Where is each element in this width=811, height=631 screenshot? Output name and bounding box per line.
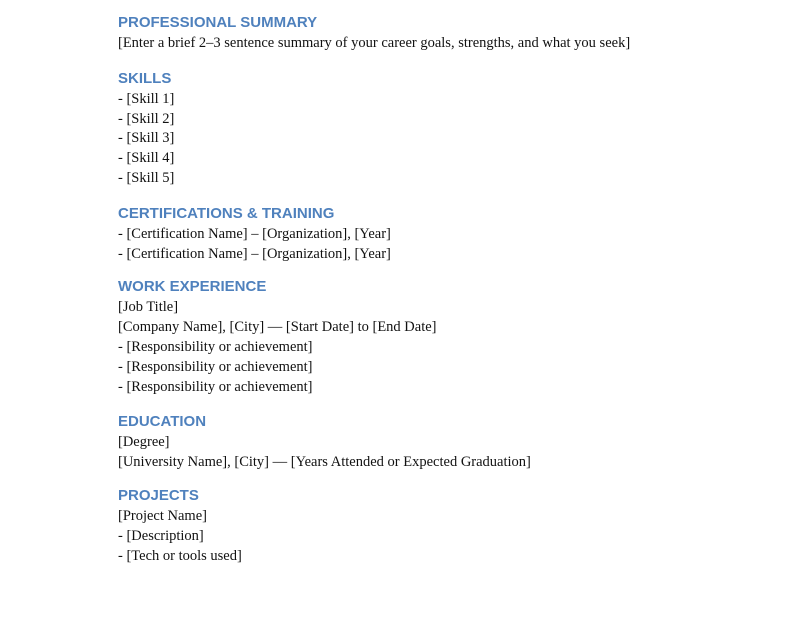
summary-text: [Enter a brief 2–3 sentence summary of your career goals, strengths, and what you seek]: [118, 35, 631, 51]
certification-item: - [Certification Name] – [Organization], [Year]: [118, 245, 391, 262]
project-detail-item: - [Tech or tools used]: [118, 547, 242, 564]
degree: [Degree]: [118, 434, 170, 451]
section-heading: CERTIFICATIONS & TRAINING: [118, 204, 335, 222]
section-projects: [118, 485, 798, 566]
skill-item: - [Skill 5]: [118, 169, 175, 186]
section-work-experience: [118, 276, 798, 397]
resume-document: [118, 12, 798, 566]
section-heading: PROJECTS: [118, 486, 199, 504]
section-education: [118, 411, 798, 473]
responsibility-item: - [Responsibility or achievement]: [118, 338, 313, 355]
section-professional-summary: [118, 12, 798, 54]
skill-item: - [Skill 2]: [118, 110, 175, 127]
section-certifications: [118, 203, 798, 265]
job-title: [Job Title]: [118, 299, 179, 316]
project-detail-item: - [Description]: [118, 527, 204, 544]
certification-item: - [Certification Name] – [Organization], [Year]: [118, 225, 391, 242]
section-heading: PROFESSIONAL SUMMARY: [118, 14, 318, 31]
project-name: [Project Name]: [118, 507, 207, 524]
section-heading: WORK EXPERIENCE: [118, 278, 267, 296]
responsibility-item: - [Responsibility or achievement]: [118, 378, 313, 395]
company-line: [Company Name], [City] — [Start Date] to [End Date]: [118, 319, 437, 336]
responsibility-item: - [Responsibility or achievement]: [118, 358, 313, 375]
skill-item: - [Skill 3]: [118, 130, 175, 147]
section-heading: SKILLS: [118, 69, 172, 87]
school-line: [University Name], [City] — [Years Attended or Expected Graduation]: [118, 454, 531, 471]
section-skills: [118, 68, 798, 189]
skill-item: - [Skill 4]: [118, 150, 175, 167]
section-heading: EDUCATION: [118, 413, 207, 431]
skill-item: - [Skill 1]: [118, 90, 175, 107]
